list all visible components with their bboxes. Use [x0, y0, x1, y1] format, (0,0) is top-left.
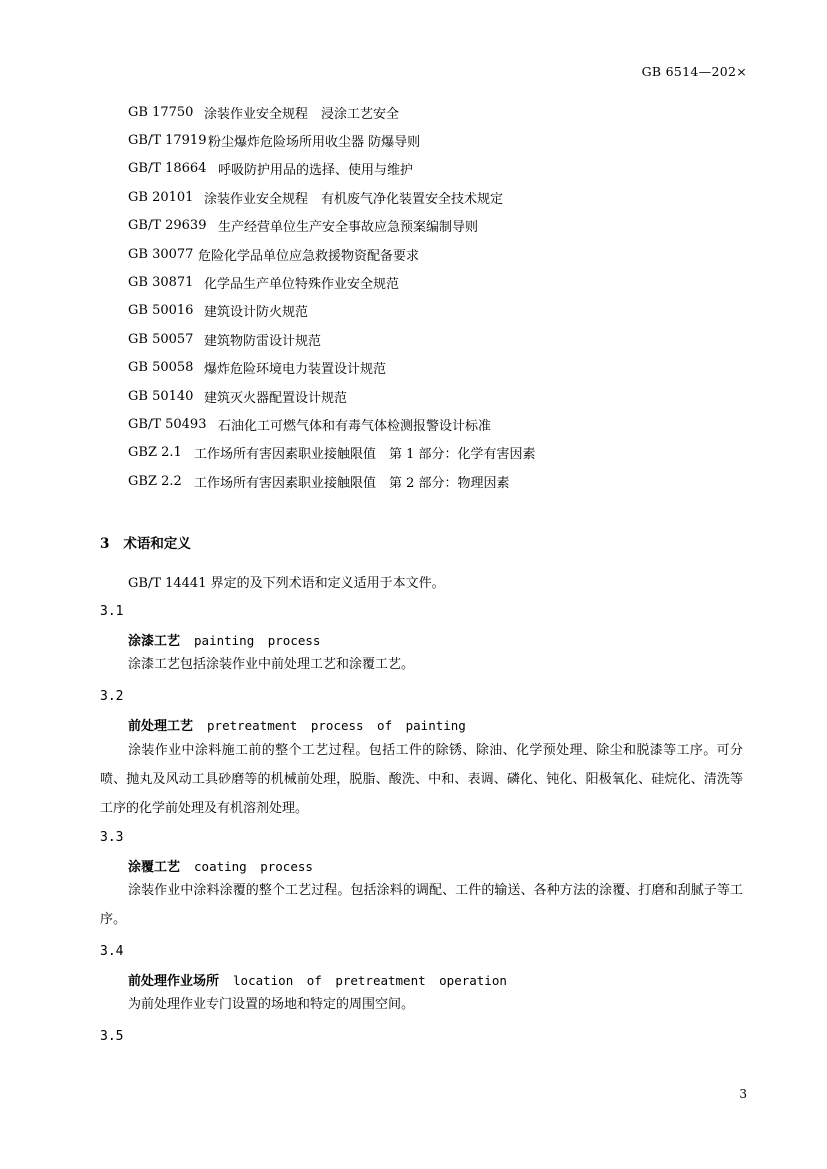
- reference-code: GB 30871: [128, 275, 194, 291]
- term-number: 3.5: [100, 1029, 124, 1044]
- reference-item: [128, 126, 536, 154]
- reference-item: [128, 325, 536, 353]
- term-name-zh: 前处理工艺: [128, 719, 194, 734]
- term-definition: 涂装作业中涂料涂覆的整个工艺过程。包括涂料的调配、工件的输送、各种方法的涂覆、打磨和刮腻子等工序。: [100, 883, 743, 927]
- section-title: 术语和定义: [123, 536, 191, 552]
- page-number: 3: [739, 1087, 747, 1101]
- term-name-en: coating process: [194, 859, 313, 874]
- reference-code: GBZ 2.1: [128, 445, 182, 461]
- reference-code: GB 30077: [128, 246, 194, 262]
- reference-code: GBZ 2.2: [128, 473, 182, 489]
- reference-item: [128, 354, 536, 382]
- reference-code: GB/T 18664: [128, 161, 207, 177]
- term-definition: 涂装作业中涂料施工前的整个工艺过程。包括工件的除锈、除油、化学预处理、除尘和脱漆等工序。可分喷、抛丸及风动工具砂磨等的机械前处理，脱脂、酸洗、中和、表调、磷化、钝化、阳极氧化、硅烷化、清洗等工序的化学前处理及有机溶剂处理。: [100, 743, 743, 816]
- reference-item: [128, 155, 536, 183]
- normative-references-list: [128, 98, 536, 495]
- term-name-en: pretreatment process of painting: [207, 718, 466, 733]
- section-intro: GB/T 14441 界定的及下列术语和定义适用于本文件。: [128, 576, 445, 591]
- reference-code: GB/T 50493: [128, 416, 207, 432]
- reference-title: 建筑设计防火规范: [204, 305, 309, 321]
- reference-code: GB 50057: [128, 331, 194, 347]
- reference-title: 涂装作业安全规程 浸涂工艺安全: [204, 106, 400, 122]
- term-name-en: location of pretreatment operation: [233, 973, 507, 988]
- term-number: 3.2: [100, 689, 124, 704]
- reference-code: GB 50016: [128, 303, 194, 319]
- term-definition: 为前处理作业专门设置的场地和特定的周围空间。: [128, 997, 415, 1012]
- term-title: [128, 715, 466, 734]
- reference-title: 呼吸防护用品的选择、使用与维护: [218, 163, 414, 179]
- reference-title: 工作场所有害因素职业接触限值 第 1 部分：化学有害因素: [194, 447, 536, 463]
- reference-item: [128, 410, 536, 438]
- term-number: 3.3: [100, 830, 124, 845]
- reference-title: 粉尘爆炸危险场所用收尘器 防爆导则: [208, 135, 421, 151]
- reference-code: GB/T 29639: [128, 218, 207, 234]
- reference-title: 爆炸危险环境电力装置设计规范: [204, 362, 387, 378]
- reference-code: GB 17750: [128, 104, 194, 120]
- reference-title: 危险化学品单位应急救援物资配备要求: [198, 248, 420, 264]
- reference-title: 涂装作业安全规程 有机废气净化装置安全技术规定: [204, 191, 504, 207]
- section-number: 3: [100, 536, 110, 552]
- reference-title: 工作场所有害因素职业接触限值 第 2 部分：物理因素: [194, 475, 510, 491]
- reference-title: 石油化工可燃气体和有毒气体检测报警设计标准: [218, 418, 492, 434]
- reference-item: [128, 268, 536, 296]
- reference-item: [128, 240, 536, 268]
- reference-code: GB 20101: [128, 189, 194, 205]
- term-name-zh: 涂漆工艺: [128, 634, 181, 649]
- reference-code: GB 50140: [128, 388, 194, 404]
- term-title: [128, 630, 320, 649]
- reference-item: [128, 212, 536, 240]
- reference-title: 建筑灭火器配置设计规范: [204, 390, 348, 406]
- term-title: [128, 970, 507, 989]
- reference-code: GB/T 17919: [128, 133, 207, 149]
- term-title: [128, 856, 313, 875]
- reference-title: 生产经营单位生产安全事故应急预案编制导则: [218, 220, 479, 236]
- term-number: 3.4: [100, 944, 124, 959]
- reference-item: [128, 467, 536, 495]
- reference-item: [128, 382, 536, 410]
- term-name-zh: 前处理作业场所: [128, 974, 220, 989]
- reference-item: [128, 297, 536, 325]
- reference-item: [128, 98, 536, 126]
- standard-code: GB 6514—202×: [641, 64, 747, 79]
- term-definition: 涂漆工艺包括涂装作业中前处理工艺和涂覆工艺。: [128, 657, 415, 672]
- reference-code: GB 50058: [128, 360, 194, 376]
- reference-item: [128, 183, 536, 211]
- reference-title: 化学品生产单位特殊作业安全规范: [204, 277, 400, 293]
- term-name-zh: 涂覆工艺: [128, 860, 181, 875]
- reference-item: [128, 439, 536, 467]
- term-name-en: painting process: [194, 633, 321, 648]
- reference-title: 建筑物防雷设计规范: [204, 333, 322, 349]
- section-heading: [100, 532, 191, 552]
- term-number: 3.1: [100, 604, 124, 619]
